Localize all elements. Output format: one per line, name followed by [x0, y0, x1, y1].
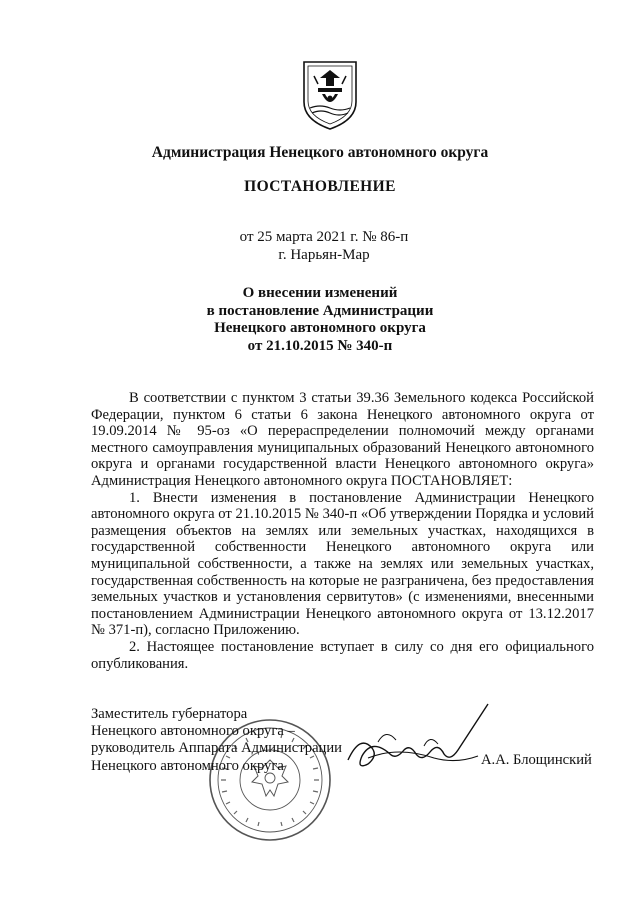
signatory-line: Ненецкого автономного округа – — [91, 723, 295, 740]
subject-line: от 21.10.2015 № 340-п — [247, 337, 393, 354]
document-type: ПОСТАНОВЛЕНИЕ — [244, 178, 396, 195]
subject-line: Ненецкого автономного округа — [214, 320, 426, 336]
document-date: от 25 марта 2021 г. № 86-п — [239, 229, 409, 245]
signatory-line: Заместитель губернатора — [91, 706, 248, 722]
coat-of-arms-icon — [300, 58, 360, 132]
document-body — [91, 390, 594, 672]
signatory-line: Ненецкого автономного округа — [91, 757, 284, 774]
body-paragraph: В соответствии с пунктом 3 статьи 39.36 Земельного кодекса Российской Федерации, пунктом 6 статьи 6 закона Ненецкого автономного округа от 19.09.2014 № 95-оз «О перераспределении полномочий между органами местного самоуправления муниципальных образований Ненецкого автономного округа и органами государственной власти Ненецкого автономного округа» Администрация Ненецкого автономного округа ПОСТАНОВЛЯЕТ: — [91, 390, 594, 489]
document-subject — [0, 285, 640, 355]
body-paragraph: 2. Настоящее постановление вступает в силу со дня его официального опубликования. — [91, 638, 594, 672]
signatory-line: руководитель Аппарата Администрации — [91, 740, 342, 757]
subject-line: в постановление Администрации — [206, 302, 434, 319]
handwritten-signature — [338, 698, 498, 788]
subject-line: О внесении изменений — [242, 285, 398, 301]
organization-name: Администрация Ненецкого автономного округа — [151, 144, 489, 161]
signatory-position — [91, 706, 342, 775]
document-city: г. Нарьян-Мар — [278, 247, 370, 263]
signatory-name: А.А. Блощинский — [481, 752, 592, 768]
body-paragraph: 1. Внести изменения в постановление Администрации Ненецкого автономного округа от 21.10.2015 № 340-п «Об утверждении Порядка и условий размещения объектов на землях или земельных участках, находящихся в государственной собственности Ненецкого автономного округа или муниципальной собственности, а также на землях или земельных участках, государственная собственность на которые не разграничена, без предоставления земельных участков и установления сервитутов» (с изменениями, внесенными постановлением Администрации Ненецкого автономного округа от 13.12.2017 № 371-п), согласно Приложению. — [91, 489, 594, 639]
